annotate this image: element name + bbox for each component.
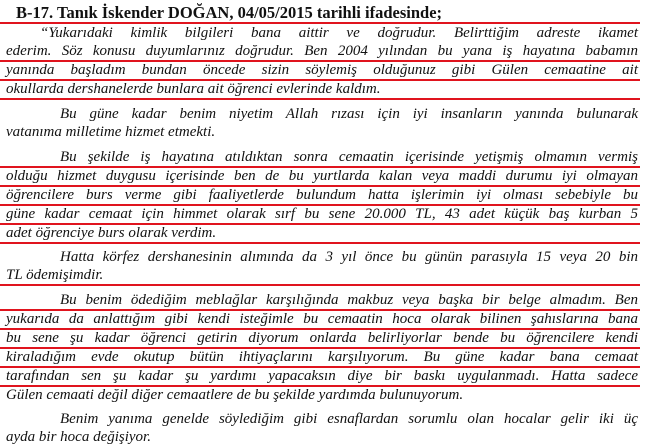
text-line: kiraladığım evde okutup bütün ihtiyaçlarını karşılıyorum. Bu güne kadar bana cemaat <box>6 349 638 365</box>
text-line: Bu güne kadar benim niyetim Allah rızası için iyi insanların yanında bulunarak <box>60 106 638 122</box>
text-line: Bu benim ödediğim meblağlar karşılığında makbuz veya başka bir belge almadım. Ben <box>60 292 638 308</box>
text-line: olduğu hizmet duygusu içerisinde ben de bu yurtlarda kalan veya maddi durumu iyi olmayan <box>6 168 638 184</box>
text-line: ayda bir hoca değişiyor. <box>6 429 151 445</box>
text-line: yukarıda da anlattığım gibi kendi isteğimle bu cemaatin hoca olarak bilinen şahıslarına bana <box>6 311 638 327</box>
text-line: TL ödemişimdir. <box>6 267 104 283</box>
text-line: Bu şekilde iş hayatına atıldıktan sonra cemaatin içerisinde yetişmiş olmamın vermiş <box>60 149 638 165</box>
red-underline <box>0 98 640 100</box>
red-underline <box>0 242 640 244</box>
text-line: güne kadar cemaat için himmet olarak sırf bu sene 20.000 TL, 43 adet küçük baş kurban 5 <box>6 206 638 222</box>
text-line: Hatta körfez dershanesinin alımında da 3 yıl önce bu günün parasıyla 15 veya 20 bin <box>60 249 638 265</box>
red-underline <box>0 22 640 24</box>
text-line: Gülen cemaati değil diğer cemaatlere de bu şekilde yardımda bulunuyorum. <box>6 387 464 403</box>
text-line: bu sene şu kadar öğrenci getirin diyorum onlarda belirliyorlar bende bu öğrencilere kendi <box>6 330 638 346</box>
text-line: Benim yanıma genelde söylediğim gibi esnaflardan sorumlu olan hocalar gelir iki üç <box>60 411 638 427</box>
text-line: tarafından sen şu kadar şu yardımı yapacaksın diye bir baskı uygulanmadı. Hatta sadece <box>6 368 638 384</box>
text-line: vatanıma milletime hizmet etmekti. <box>6 124 216 140</box>
section-heading: B-17. Tanık İskender DOĞAN, 04/05/2015 tarihli ifadesinde; <box>16 3 443 22</box>
text-line: adet öğrenciye burs olarak verdim. <box>6 225 217 241</box>
text-line: öğrencilere burs verme gibi faaliyetlerde bulundum hatta işlerimin iyi olması sebebiyle bu <box>6 187 638 203</box>
red-underline <box>0 284 640 286</box>
text-line: “Yukarıdaki kimlik bilgileri bana aittir ve doğrudur. Belirttiğim adreste ikamet <box>40 25 638 41</box>
text-line: okullarda dershanelerde bunlara ait öğrenci evlerinde kaldım. <box>6 81 381 97</box>
text-line: yanında başladım bundan öncede sizin söylemiş olduğunuz gibi Gülen cemaatine ait <box>6 62 638 78</box>
text-line: ederim. Söz konusu duyumlarınız doğrudur. Ben 2004 yılından bu yana iş hayatına babamın <box>6 43 638 59</box>
